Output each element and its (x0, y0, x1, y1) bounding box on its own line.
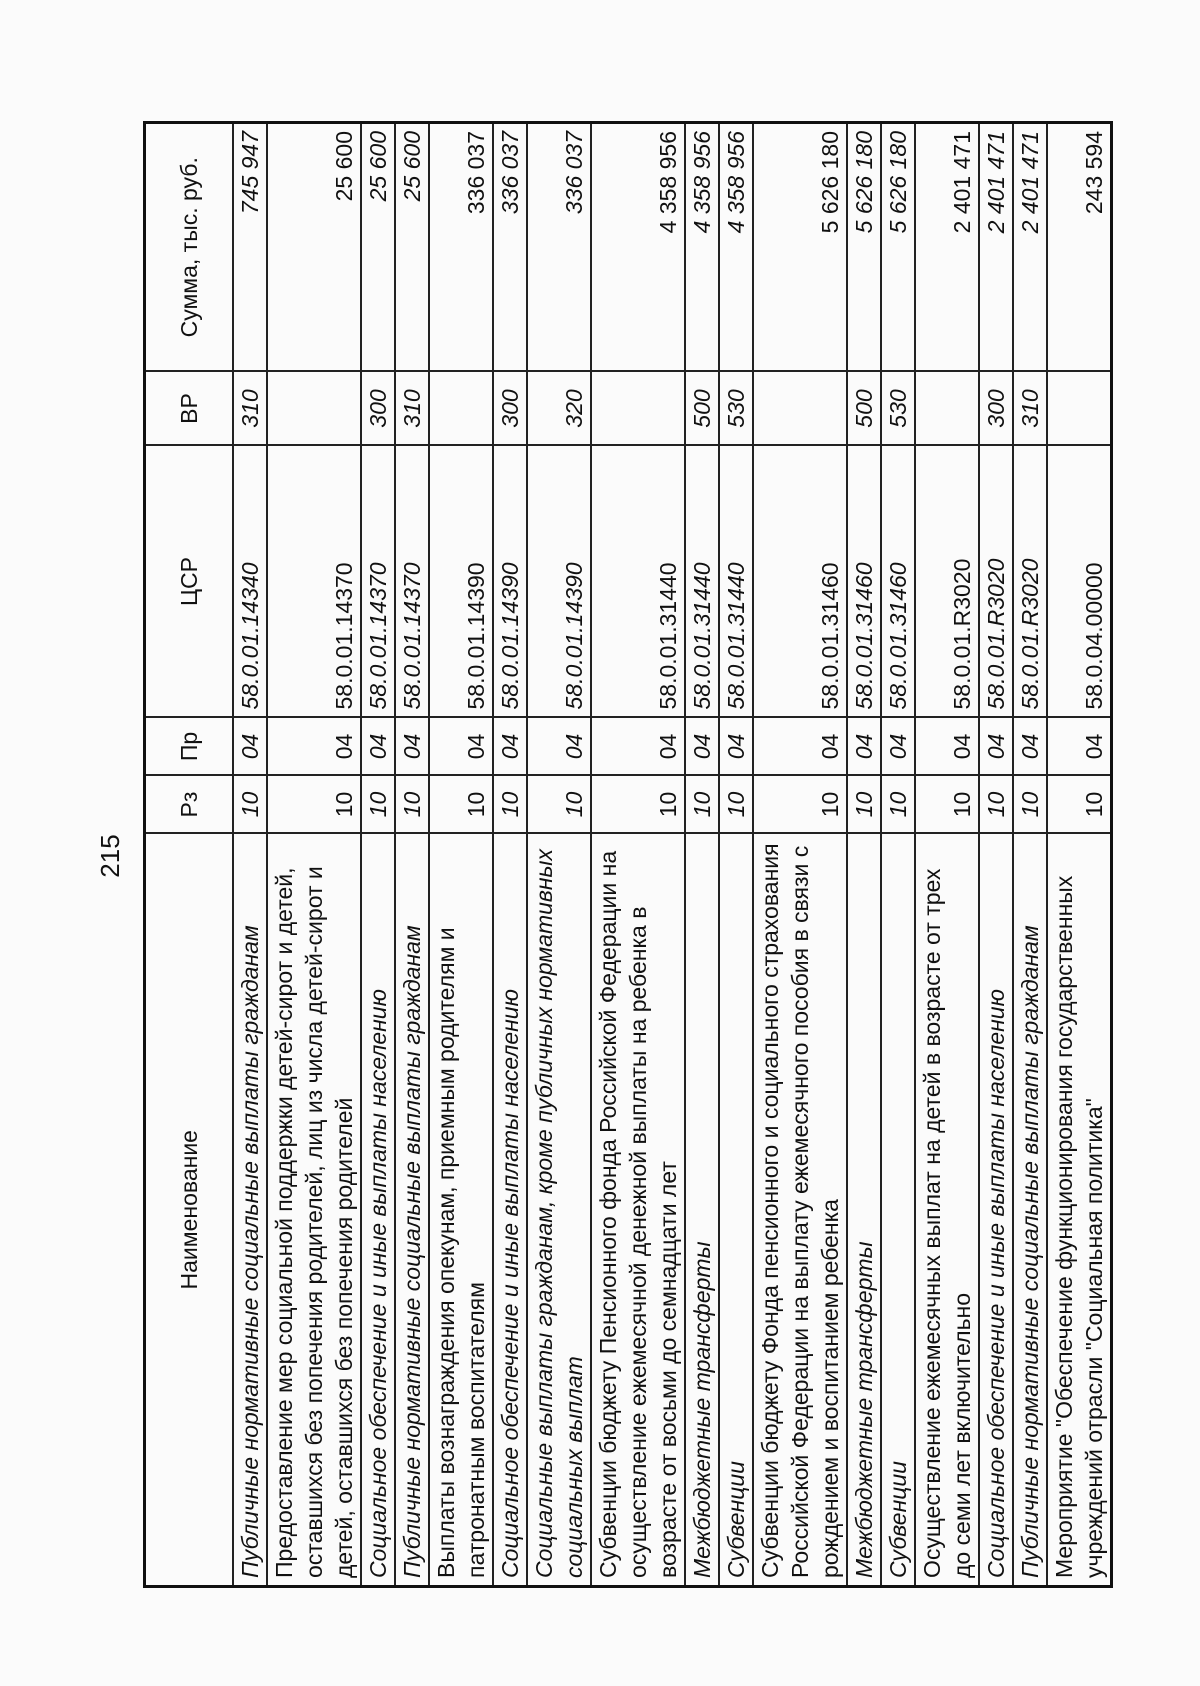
cell-rz: 10 (527, 776, 591, 834)
cell-vr: 320 (527, 372, 591, 446)
header-name: Наименование (145, 834, 234, 1587)
cell-sum: 25 600 (395, 123, 429, 372)
cell-sum: 25 600 (361, 123, 395, 372)
table-row (591, 123, 685, 1587)
cell-name: Публичные нормативные социальные выплаты гражданам (233, 834, 267, 1587)
cell-name: Мероприятие "Обеспечение функционирования государственных учреждений отрасли "Социальная политика" (1047, 834, 1112, 1587)
cell-sum: 745 947 (233, 123, 267, 372)
cell-vr (1047, 372, 1112, 446)
cell-name: Публичные нормативные социальные выплаты гражданам (1013, 834, 1047, 1587)
cell-pr: 04 (361, 718, 395, 776)
table-row (429, 123, 493, 1587)
table-row (527, 123, 591, 1587)
cell-pr: 04 (591, 718, 685, 776)
cell-vr: 500 (847, 372, 881, 446)
cell-csr: 58.0.01.31440 (685, 446, 719, 718)
cell-name: Социальные выплаты гражданам, кроме публичных нормативных социальных выплат (527, 834, 591, 1587)
cell-rz: 10 (361, 776, 395, 834)
header-sum: Сумма, тыс. руб. (145, 123, 234, 372)
cell-pr: 04 (1047, 718, 1112, 776)
cell-name: Осуществление ежемесячных выплат на детей в возрасте от трех до семи лет включительно (915, 834, 979, 1587)
cell-sum: 336 037 (493, 123, 527, 372)
cell-pr: 04 (493, 718, 527, 776)
cell-sum: 2 401 471 (915, 123, 979, 372)
cell-csr: 58.0.01.14390 (429, 446, 493, 718)
table-row (1047, 123, 1112, 1587)
cell-vr: 310 (233, 372, 267, 446)
cell-name: Социальное обеспечение и иные выплаты населению (361, 834, 395, 1587)
header-vr: ВР (145, 372, 234, 446)
cell-pr: 04 (979, 718, 1013, 776)
table-header-row (145, 123, 234, 1587)
cell-csr: 58.0.01.14370 (361, 446, 395, 718)
cell-csr: 58.0.01.31460 (753, 446, 847, 718)
table-row (881, 123, 915, 1587)
table-row (1013, 123, 1047, 1587)
table-row (233, 123, 267, 1587)
cell-csr: 58.0.04.00000 (1047, 446, 1112, 718)
cell-pr: 04 (685, 718, 719, 776)
table-body (233, 123, 1112, 1587)
cell-sum: 4 358 956 (719, 123, 753, 372)
cell-rz: 10 (267, 776, 361, 834)
header-csr: ЦСР (145, 446, 234, 718)
cell-vr (429, 372, 493, 446)
cell-csr: 58.0.01.R3020 (915, 446, 979, 718)
cell-pr: 04 (847, 718, 881, 776)
cell-csr: 58.0.01.31460 (847, 446, 881, 718)
cell-pr: 04 (429, 718, 493, 776)
table-row (753, 123, 847, 1587)
table-row (395, 123, 429, 1587)
page-number: 215 (95, 834, 125, 878)
cell-vr: 500 (685, 372, 719, 446)
budget-table (143, 121, 1113, 1588)
cell-rz: 10 (685, 776, 719, 834)
cell-csr: 58.0.01.14370 (395, 446, 429, 718)
cell-vr (915, 372, 979, 446)
cell-pr: 04 (915, 718, 979, 776)
cell-sum: 5 626 180 (881, 123, 915, 372)
table-row (979, 123, 1013, 1587)
cell-pr: 04 (753, 718, 847, 776)
cell-rz: 10 (233, 776, 267, 834)
cell-rz: 10 (395, 776, 429, 834)
cell-vr (267, 372, 361, 446)
rotated-table-wrapper (143, 124, 1107, 1588)
cell-pr: 04 (395, 718, 429, 776)
cell-sum: 336 037 (527, 123, 591, 372)
cell-csr: 58.0.01.31440 (591, 446, 685, 718)
cell-name: Субвенции (881, 834, 915, 1587)
cell-pr: 04 (1013, 718, 1047, 776)
table-row (847, 123, 881, 1587)
cell-name: Субвенции (719, 834, 753, 1587)
cell-sum: 25 600 (267, 123, 361, 372)
cell-sum: 4 358 956 (685, 123, 719, 372)
cell-name: Межбюджетные трансферты (847, 834, 881, 1587)
cell-csr: 58.0.01.14390 (493, 446, 527, 718)
cell-pr: 04 (527, 718, 591, 776)
cell-sum: 336 037 (429, 123, 493, 372)
cell-pr: 04 (881, 718, 915, 776)
cell-sum: 5 626 180 (753, 123, 847, 372)
cell-vr (591, 372, 685, 446)
cell-pr: 04 (719, 718, 753, 776)
cell-name: Субвенции бюджету Пенсионного фонда Российской Федерации на осуществление ежемесячной денежной выплаты на ребенка в возрасте от восьми до семнадцати лет (591, 834, 685, 1587)
cell-rz: 10 (915, 776, 979, 834)
cell-name: Выплаты вознаграждения опекунам, приемным родителям и патронатным воспитателям (429, 834, 493, 1587)
cell-name: Субвенции бюджету Фонда пенсионного и социального страхования Российской Федерации на выплату ежемесячного пособия в связи с рождением и воспитанием ребенка (753, 834, 847, 1587)
table-row (719, 123, 753, 1587)
cell-name: Социальное обеспечение и иные выплаты населению (493, 834, 527, 1587)
cell-vr: 530 (881, 372, 915, 446)
cell-vr: 530 (719, 372, 753, 446)
table-row (493, 123, 527, 1587)
cell-name: Предоставление мер социальной поддержки детей-сирот и детей, оставшихся без попечения родителей, лиц из числа детей-сирот и детей, оставшихся без попечения родителей (267, 834, 361, 1587)
header-rz: Рз (145, 776, 234, 834)
cell-rz: 10 (719, 776, 753, 834)
cell-name: Межбюджетные трансферты (685, 834, 719, 1587)
table-row (361, 123, 395, 1587)
table-row (685, 123, 719, 1587)
cell-rz: 10 (493, 776, 527, 834)
cell-sum: 243 594 (1047, 123, 1112, 372)
cell-rz: 10 (429, 776, 493, 834)
cell-name: Публичные нормативные социальные выплаты гражданам (395, 834, 429, 1587)
cell-csr: 58.0.01.R3020 (1013, 446, 1047, 718)
cell-csr: 58.0.01.14340 (233, 446, 267, 718)
cell-vr: 300 (361, 372, 395, 446)
header-pr: Пр (145, 718, 234, 776)
cell-vr: 300 (979, 372, 1013, 446)
cell-csr: 58.0.01.14370 (267, 446, 361, 718)
cell-rz: 10 (753, 776, 847, 834)
cell-sum: 5 626 180 (847, 123, 881, 372)
cell-pr: 04 (267, 718, 361, 776)
cell-csr: 58.0.01.31440 (719, 446, 753, 718)
cell-rz: 10 (1047, 776, 1112, 834)
cell-name: Социальное обеспечение и иные выплаты населению (979, 834, 1013, 1587)
cell-csr: 58.0.01.14390 (527, 446, 591, 718)
cell-vr (753, 372, 847, 446)
cell-sum: 2 401 471 (979, 123, 1013, 372)
cell-rz: 10 (591, 776, 685, 834)
cell-vr: 300 (493, 372, 527, 446)
cell-rz: 10 (979, 776, 1013, 834)
table-row (915, 123, 979, 1587)
cell-csr: 58.0.01.31460 (881, 446, 915, 718)
cell-sum: 2 401 471 (1013, 123, 1047, 372)
cell-sum: 4 358 956 (591, 123, 685, 372)
cell-vr: 310 (1013, 372, 1047, 446)
cell-rz: 10 (847, 776, 881, 834)
cell-csr: 58.0.01.R3020 (979, 446, 1013, 718)
table-row (267, 123, 361, 1587)
cell-pr: 04 (233, 718, 267, 776)
cell-rz: 10 (1013, 776, 1047, 834)
cell-vr: 310 (395, 372, 429, 446)
cell-rz: 10 (881, 776, 915, 834)
